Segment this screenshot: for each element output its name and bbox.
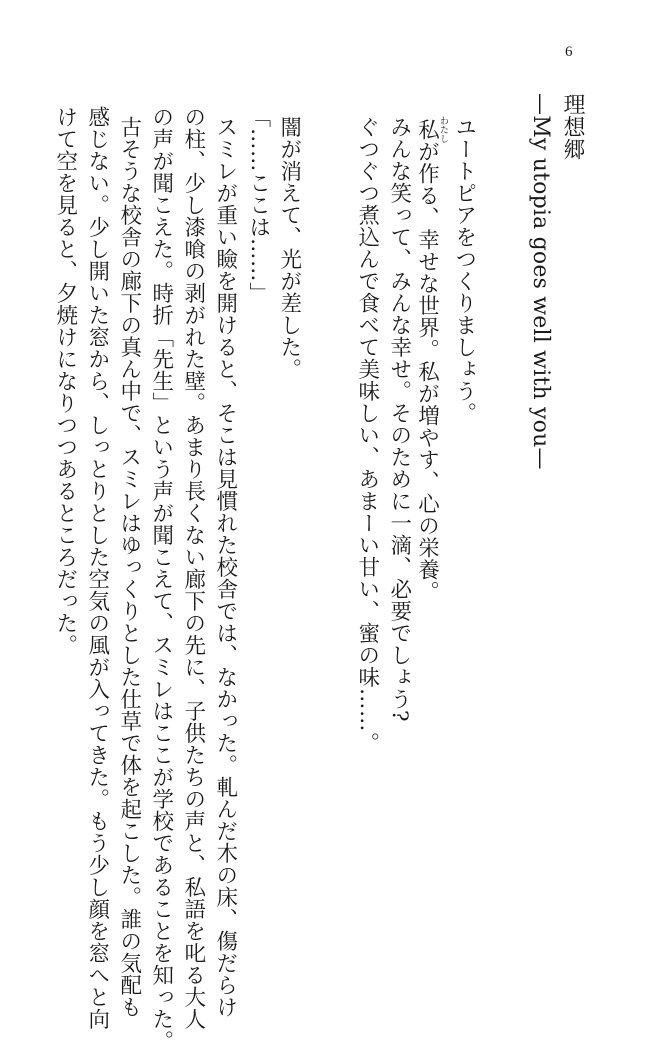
ruby-word: 私わたし (414, 116, 448, 143)
narrative-line: の柱、少し漆喰の剥がれた壁。あまり長くない廊下の先に、子供たちの声と、私語を叱る大人 (180, 106, 206, 1030)
page-number: 6 (565, 44, 573, 60)
poem-line: みんな笑って、みんな幸せ。そのために一滴、必要でしょう? (386, 116, 412, 723)
narrative-line: 古そうな校舎の廊下の真ん中で、スミレはゆっくりとした仕草で体を起こした。誰の気配も (116, 116, 142, 1018)
narrative-line: けて空を見ると、夕焼けになりつつあるところだった。 (52, 106, 78, 656)
poem-line: 私わたしが作る、幸せな世界。私が増やす、心の栄養。 (414, 116, 448, 603)
narrative-line: 「……ここは……」 (245, 106, 271, 304)
poem-line: ユートピアをつくりましょう。 (451, 116, 477, 424)
narrative-line: の声が聞こえた。時折「先生」という声が聞こえて、スミレはここが学校であることを知った。 (148, 106, 174, 1052)
narrative-line: スミレが重い瞼を開けると、そこは見慣れた校舎では、なかった。軋んだ木の床、傷だらけ (212, 116, 238, 1018)
narrative-line: 感じない。少し開いた窓から、しっとりとした空気の風が入ってきた。もう少し顔を窓へと向 (84, 106, 110, 1030)
ruby-reading: わたし (438, 116, 448, 143)
poem-subtitle: —My utopia goes well with you— (528, 93, 553, 470)
poem-line: ぐつぐつ煮込んで食べて美味しい、あまーい甘い、蜜の味……。 (354, 116, 380, 754)
poem-title: 理想郷 (560, 93, 585, 161)
narrative-line: 闇が消えて、光が差した。 (276, 116, 302, 380)
